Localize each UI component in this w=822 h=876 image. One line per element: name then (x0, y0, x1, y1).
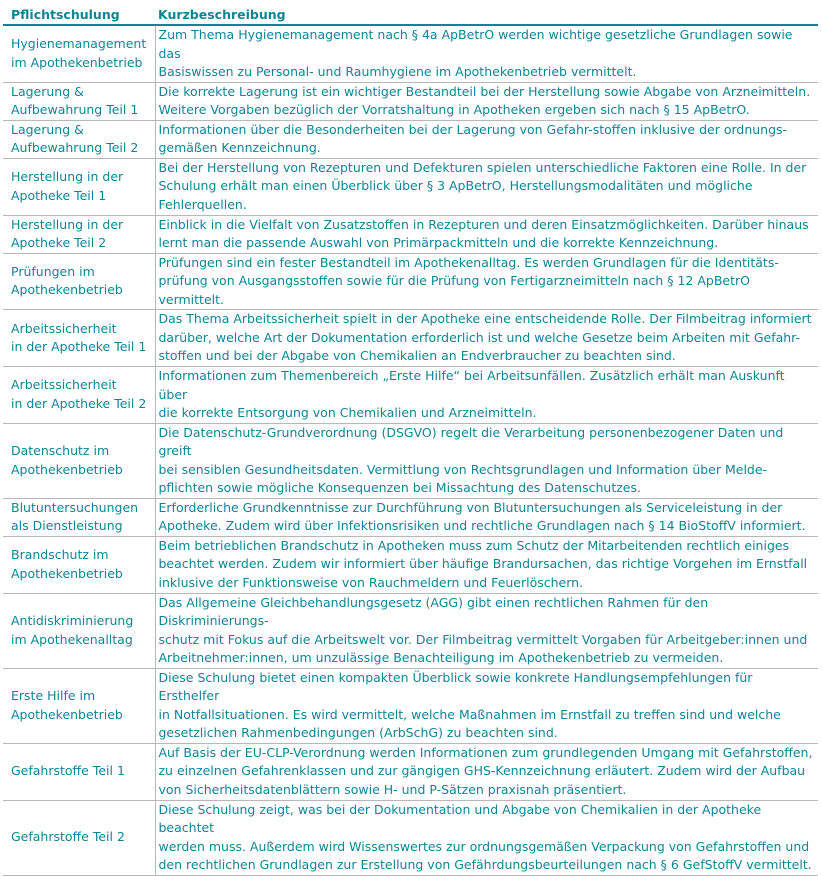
table-row (3, 498, 818, 536)
table-row (3, 593, 818, 668)
table-row (3, 536, 818, 593)
training-table (3, 6, 818, 876)
training-title: Lagerung & Aufbewahrung Teil 1 (3, 82, 155, 120)
training-description: Bei der Herstellung von Rezepturen und Defekturen spielen unterschiedliche Faktoren eine Rolle. In der Schulung erhält man einen Überblick über § 3 ApBetrO, Herstellungsmodalitäten und mögliche Fehlerquellen. (155, 158, 818, 215)
table-row (3, 253, 818, 310)
table-row (3, 25, 818, 82)
training-description: Informationen über die Besonderheiten bei der Lagerung von Gefahr-stoffen inklusive der ordnungs- gemäßen Kennzeichnung. (155, 120, 818, 158)
training-description: Die korrekte Lagerung ist ein wichtiger Bestandteil bei der Herstellung sowie Abgabe von Arzneimitteln. Weitere Vorgaben bezüglich der Vorratshaltung in Apotheken ergeben sich nach § 15 ApBetrO. (155, 82, 818, 120)
table-row (3, 158, 818, 215)
training-title: Erste Hilfe im Apothekenbetrieb (3, 668, 155, 743)
training-title: Gefahrstoffe Teil 2 (3, 800, 155, 875)
training-description: Das Allgemeine Gleichbehandlungsgesetz (AGG) gibt einen rechtlichen Rahmen für den Diskriminierungs- schutz mit Fokus auf die Arbeitswelt vor. Der Filmbeitrag vermittelt Vorgaben für Arbeitgeber:innen und Arbeitnehmer:innen, um unzulässige Benachteiligung im Apothekenbetrieb zu vermeiden. (155, 593, 818, 668)
training-description: Einblick in die Vielfalt von Zusatzstoffen in Rezepturen und deren Einsatzmöglichkeiten. Darüber hinaus lernt man die passende Auswahl von Primärpackmitteln und die korrekte Kennzeichnung. (155, 215, 818, 253)
training-title: Datenschutz im Apothekenbetrieb (3, 423, 155, 498)
training-title: Brandschutz im Apothekenbetrieb (3, 536, 155, 593)
training-description: Beim betrieblichen Brandschutz in Apotheken muss zum Schutz der Mitarbeitenden rechtlich einiges beachtet werden. Zudem wir informiert über häufige Brandursachen, das richtige Vorgehen im Ernstfall inklusive der Funktionsweise von Rauchmeldern und Feuerlöschern. (155, 536, 818, 593)
training-description: Die Datenschutz-Grundverordnung (DSGVO) regelt die Verarbeitung personenbezogener Daten und greift bei sensiblen Gesundheitsdaten. Vermittlung von Rechtsgrundlagen und Information über Melde- pflichten sowie mögliche Konsequenzen bei Missachtung des Datenschutzes. (155, 423, 818, 498)
training-description: Zum Thema Hygienemanagement nach § 4a ApBetrO werden wichtige gesetzliche Grundlagen sowie das Basiswissen zu Personal- und Raumhygiene im Apothekenbetrieb vermittelt. (155, 25, 818, 82)
table-header-row (3, 6, 818, 25)
training-title: Arbeitssicherheit in der Apotheke Teil 2 (3, 367, 155, 424)
table-row (3, 423, 818, 498)
header-kurzbeschreibung: Kurzbeschreibung (155, 6, 818, 25)
training-title: Herstellung in der Apotheke Teil 2 (3, 215, 155, 253)
table-row (3, 668, 818, 743)
table-row (3, 743, 818, 800)
table-row (3, 215, 818, 253)
training-description: Erforderliche Grundkenntnisse zur Durchführung von Blutuntersuchungen als Serviceleistung in der Apotheke. Zudem wird über Infektionsrisiken und rechtliche Grundlagen nach § 14 BioStoffV informiert. (155, 498, 818, 536)
header-pflichtschulung: Pflichtschulung (3, 6, 155, 25)
training-title: Herstellung in der Apotheke Teil 1 (3, 158, 155, 215)
table-row (3, 120, 818, 158)
training-description: Informationen zum Themenbereich „Erste Hilfe“ bei Arbeitsunfällen. Zusätzlich erhält man Auskunft über die korrekte Entsorgung von Chemikalien und Arzneimitteln. (155, 367, 818, 424)
table-row (3, 367, 818, 424)
table-row (3, 310, 818, 367)
training-description: Prüfungen sind ein fester Bestandteil im Apothekenalltag. Es werden Grundlagen für die Identitäts- prüfung von Ausgangsstoffen sowie für die Prüfung von Fertigarzneimitteln nach § 12 ApBetrO vermittelt. (155, 253, 818, 310)
training-title: Prüfungen im Apothekenbetrieb (3, 253, 155, 310)
training-description: Auf Basis der EU-CLP-Verordnung werden Informationen zum grundlegenden Umgang mit Gefahrstoffen, zu einzelnen Gefahrenklassen und zur gängigen GHS-Kennzeichnung erläutert. Zudem wird der Aufbau von Sicherheitsdatenblättern sowie H- und P-Sätzen praxisnah präsentiert. (155, 743, 818, 800)
training-description: Diese Schulung zeigt, was bei der Dokumentation und Abgabe von Chemikalien in der Apotheke beachtet werden muss. Außerdem wird Wissenswertes zur ordnungsgemäßen Verpackung von Gefahrstoffen und den rechtlichen Grundlagen zur Erstellung von Gefährdungsbeurteilungen nach § 6 GefStoffV vermittelt. (155, 800, 818, 875)
table-row (3, 82, 818, 120)
training-title: Arbeitssicherheit in der Apotheke Teil 1 (3, 310, 155, 367)
training-title: Hygienemanagement im Apothekenbetrieb (3, 25, 155, 82)
training-title: Gefahrstoffe Teil 1 (3, 743, 155, 800)
training-description: Das Thema Arbeitssicherheit spielt in der Apotheke eine entscheidende Rolle. Der Filmbeitrag informiert darüber, welche Art der Dokumentation erforderlich ist und welche Gesetze beim Arbeiten mit Gefahr- stoffen und bei der Abgabe von Chemikalien an Endverbraucher zu beachten sind. (155, 310, 818, 367)
training-title: Antidiskriminierung im Apothekenalltag (3, 593, 155, 668)
training-title: Blutuntersuchungen als Dienstleistung (3, 498, 155, 536)
training-description: Diese Schulung bietet einen kompakten Überblick sowie konkrete Handlungsempfehlungen für Ersthelfer in Notfallsituationen. Es wird vermittelt, welche Maßnahmen im Ernstfall zu treffen sind und welche gesetzlichen Rahmenbedingungen (ArbSchG) zu beachten sind. (155, 668, 818, 743)
table-row (3, 800, 818, 875)
training-title: Lagerung & Aufbewahrung Teil 2 (3, 120, 155, 158)
